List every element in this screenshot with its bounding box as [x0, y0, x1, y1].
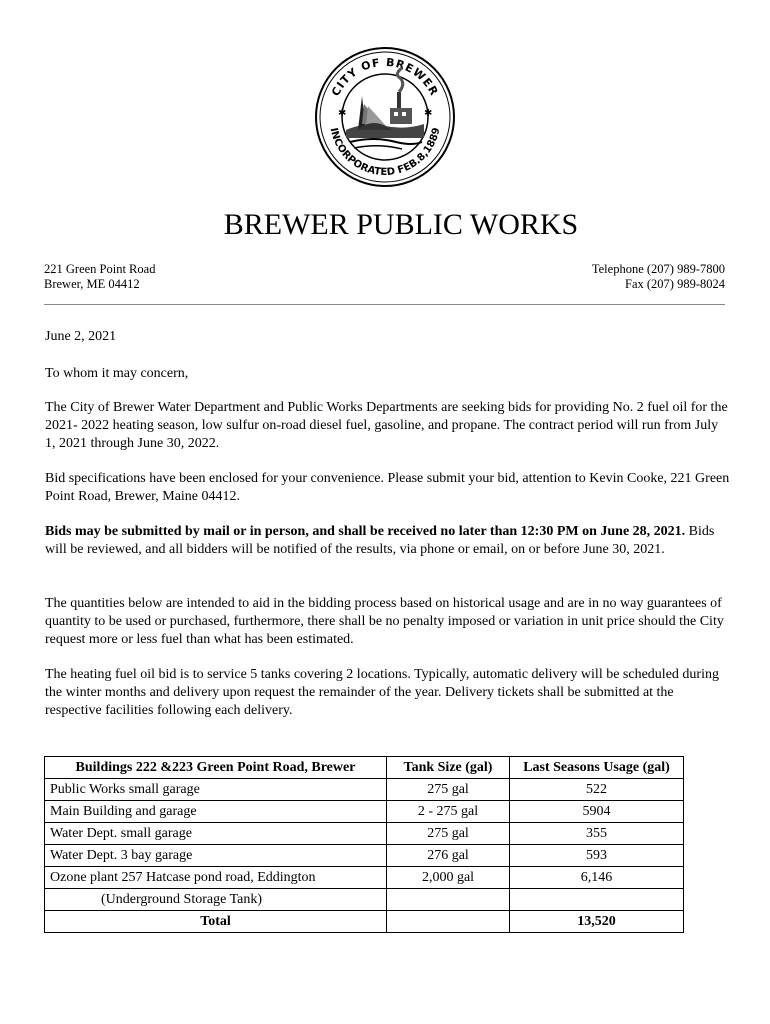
- table-row: [45, 845, 684, 867]
- table-cell: 275 gal: [387, 779, 510, 801]
- salutation: To whom it may concern,: [45, 366, 189, 381]
- table-cell: 522: [510, 779, 684, 801]
- table-cell: Water Dept. 3 bay garage: [45, 845, 387, 867]
- table-cell: (Underground Storage Tank): [45, 889, 387, 911]
- paragraph-deadline: [45, 523, 730, 559]
- table-cell: Water Dept. small garage: [45, 823, 387, 845]
- address-line2: Brewer, ME 04412: [44, 277, 140, 291]
- mailing-address: [44, 262, 155, 292]
- total-label: Total: [45, 911, 387, 933]
- fax: Fax (207) 989-8024: [625, 277, 725, 291]
- letter-date: June 2, 2021: [45, 329, 117, 344]
- telephone: Telephone (207) 989-7800: [591, 262, 725, 276]
- table-cell: Ozone plant 257 Hatcase pond road, Eddington: [45, 867, 387, 889]
- table-row: [45, 779, 684, 801]
- paragraph-specifications: Bid specifications have been enclosed for your convenience. Please submit your bid, attention to Kevin Cooke, 221 Green Point Road, Brewer, Maine 04412.: [45, 471, 730, 504]
- table-row: [45, 823, 684, 845]
- page-title: BREWER PUBLIC WORKS: [223, 208, 579, 241]
- svg-text:✱: ✱: [338, 108, 347, 119]
- column-header: Tank Size (gal): [387, 757, 510, 779]
- table-row: [45, 889, 684, 911]
- contact-info: [592, 262, 725, 292]
- table-cell: 275 gal: [387, 823, 510, 845]
- table-cell: 2 - 275 gal: [387, 801, 510, 823]
- table-cell: 6,146: [510, 867, 684, 889]
- table-row: [45, 801, 684, 823]
- table-row: [45, 867, 684, 889]
- deadline-rest: Bids will be reviewed, and all bidders will be notified of the results, via phone or email, on or before June 30, 2021.: [45, 524, 715, 557]
- table-cell: [510, 889, 684, 911]
- seal-scene-icon: [346, 68, 424, 149]
- seal-top-text: CITY OF BREWER: [329, 55, 441, 99]
- fuel-usage-table: [44, 756, 684, 933]
- address-line1: 221 Green Point Road: [44, 262, 156, 276]
- column-header: Buildings 222 &223 Green Point Road, Brewer: [45, 757, 387, 779]
- paragraph-intro: The City of Brewer Water Department and Public Works Departments are seeking bids for providing No. 2 fuel oil for the 2021- 2022 heating season, low sulfur on-road diesel fuel, gasoline, and propane. The contract period will run from July 1, 2021 through June 30, 2022.: [45, 400, 728, 451]
- svg-text:CITY OF BREWER: [329, 56, 441, 98]
- svg-text:✱: ✱: [424, 108, 433, 119]
- paragraph-quantities: The quantities below are intended to aid in the bidding process based on historical usage and are in no way guarantees of quantity to be used or purchased, furthermore, there shall be no penalty imposed or variation in unit price should the City request more or less fuel than what has been estimated.: [45, 596, 724, 647]
- city-seal: [314, 46, 456, 188]
- header-divider: [44, 304, 725, 305]
- table-cell: [387, 889, 510, 911]
- seal-bottom-text: INCORPORATED FEB.8,1889: [327, 126, 443, 179]
- paragraph-delivery: The heating fuel oil bid is to service 5 tanks covering 2 locations. Typically, automatic delivery will be scheduled during the winter months and delivery upon request the remainder of the year. Delivery tickets shall be submitted at the respective facilities following each delivery.: [45, 667, 719, 718]
- table-cell: 2,000 gal: [387, 867, 510, 889]
- table-cell: Public Works small garage: [45, 779, 387, 801]
- table-cell: [387, 911, 510, 933]
- table-cell: Main Building and garage: [45, 801, 387, 823]
- table-header-row: [45, 757, 684, 779]
- table-cell: 593: [510, 845, 684, 867]
- table-cell: 276 gal: [387, 845, 510, 867]
- table-total-row: [45, 911, 684, 933]
- table-cell: 355: [510, 823, 684, 845]
- column-header: Last Seasons Usage (gal): [510, 757, 684, 779]
- table-cell: 5904: [510, 801, 684, 823]
- total-value: 13,520: [510, 911, 684, 933]
- deadline-bold: Bids may be submitted by mail or in person, and shall be received no later than 12:30 PM on June 28, 2021.: [45, 524, 686, 539]
